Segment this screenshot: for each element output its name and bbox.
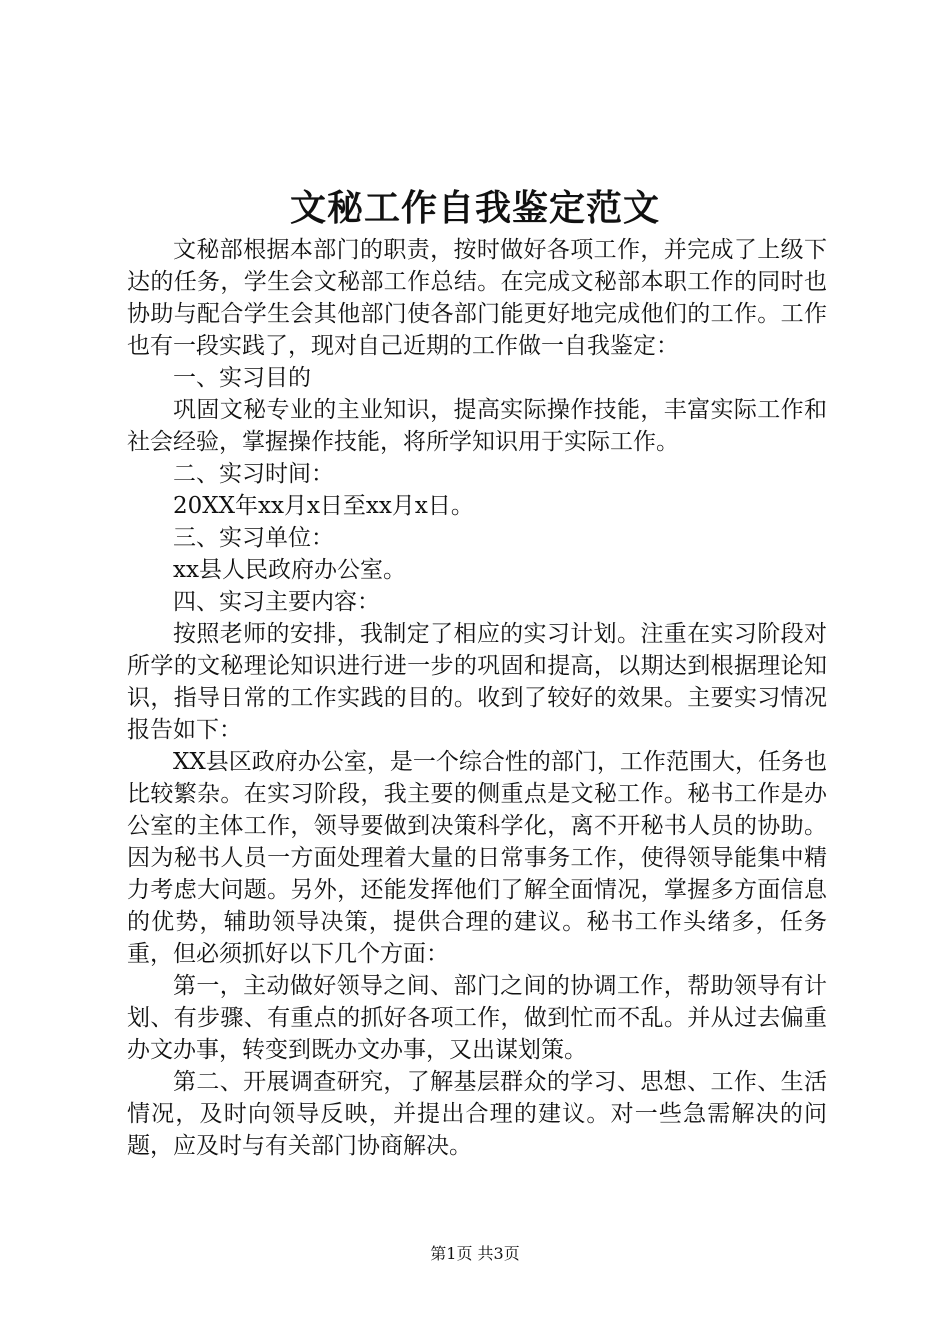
paragraph-purpose: 巩固文秘专业的主业知识，提高实际操作技能，丰富实际工作和社会经验，掌握操作技能，将所学知识用于实际工作。 xyxy=(127,397,827,455)
paragraph-intro: 文秘部根据本部门的职责，按时做好各项工作，并完成了上级下达的任务，学生会文秘部工作总结。在完成文秘部本职工作的同时也协助与配合学生会其他部门使各部门能更好地完成他们的工作。工作也有一段实践了，现对自己近期的工作做一自我鉴定： xyxy=(127,237,827,359)
page-number: 第1页 共3页 xyxy=(430,1244,520,1263)
paragraph-first: 第一，主动做好领导之间、部门之间的协调工作，帮助领导有计划、有步骤、有重点的抓好各项工作，做到忙而不乱。并从过去偏重办文办事，转变到既办文办事，又出谋划策。 xyxy=(127,973,827,1063)
paragraph-second: 第二、开展调查研究，了解基层群众的学习、思想、工作、生活情况，及时向领导反映，并提出合理的建议。对一些急需解决的问题，应及时与有关部门协商解决。 xyxy=(127,1069,827,1159)
paragraph-time: 20XX年xx月x日至xx月x日。 xyxy=(173,493,474,519)
paragraph-unit: xx县人民政府办公室。 xyxy=(173,557,406,583)
heading-purpose: 一、实习目的 xyxy=(173,365,311,391)
heading-time: 二、实习时间： xyxy=(173,461,334,487)
heading-content: 四、实习主要内容： xyxy=(173,589,380,615)
paragraph-plan: 按照老师的安排，我制定了相应的实习计划。注重在实习阶段对所学的文秘理论知识进行进一步的巩固和提高，以期达到根据理论知识，指导日常的工作实践的目的。收到了较好的效果。主要实习情况报告如下： xyxy=(127,621,827,743)
document-body xyxy=(127,234,827,1162)
paragraph-office: XX县区政府办公室，是一个综合性的部门，工作范围大，任务也比较繁杂。在实习阶段，我主要的侧重点是文秘工作。秘书工作是办公室的主体工作，领导要做到决策科学化，离不开秘书人员的协助。因为秘书人员一方面处理着大量的日常事务工作，使得领导能集中精力考虑大问题。另外，还能发挥他们了解全面情况，掌握多方面信息的优势，辅助领导决策，提供合理的建议。秘书工作头绪多，任务重，但必须抓好以下几个方面： xyxy=(127,749,827,967)
heading-unit: 三、实习单位： xyxy=(173,525,334,551)
document-title: 文秘工作自我鉴定范文 xyxy=(289,187,660,229)
